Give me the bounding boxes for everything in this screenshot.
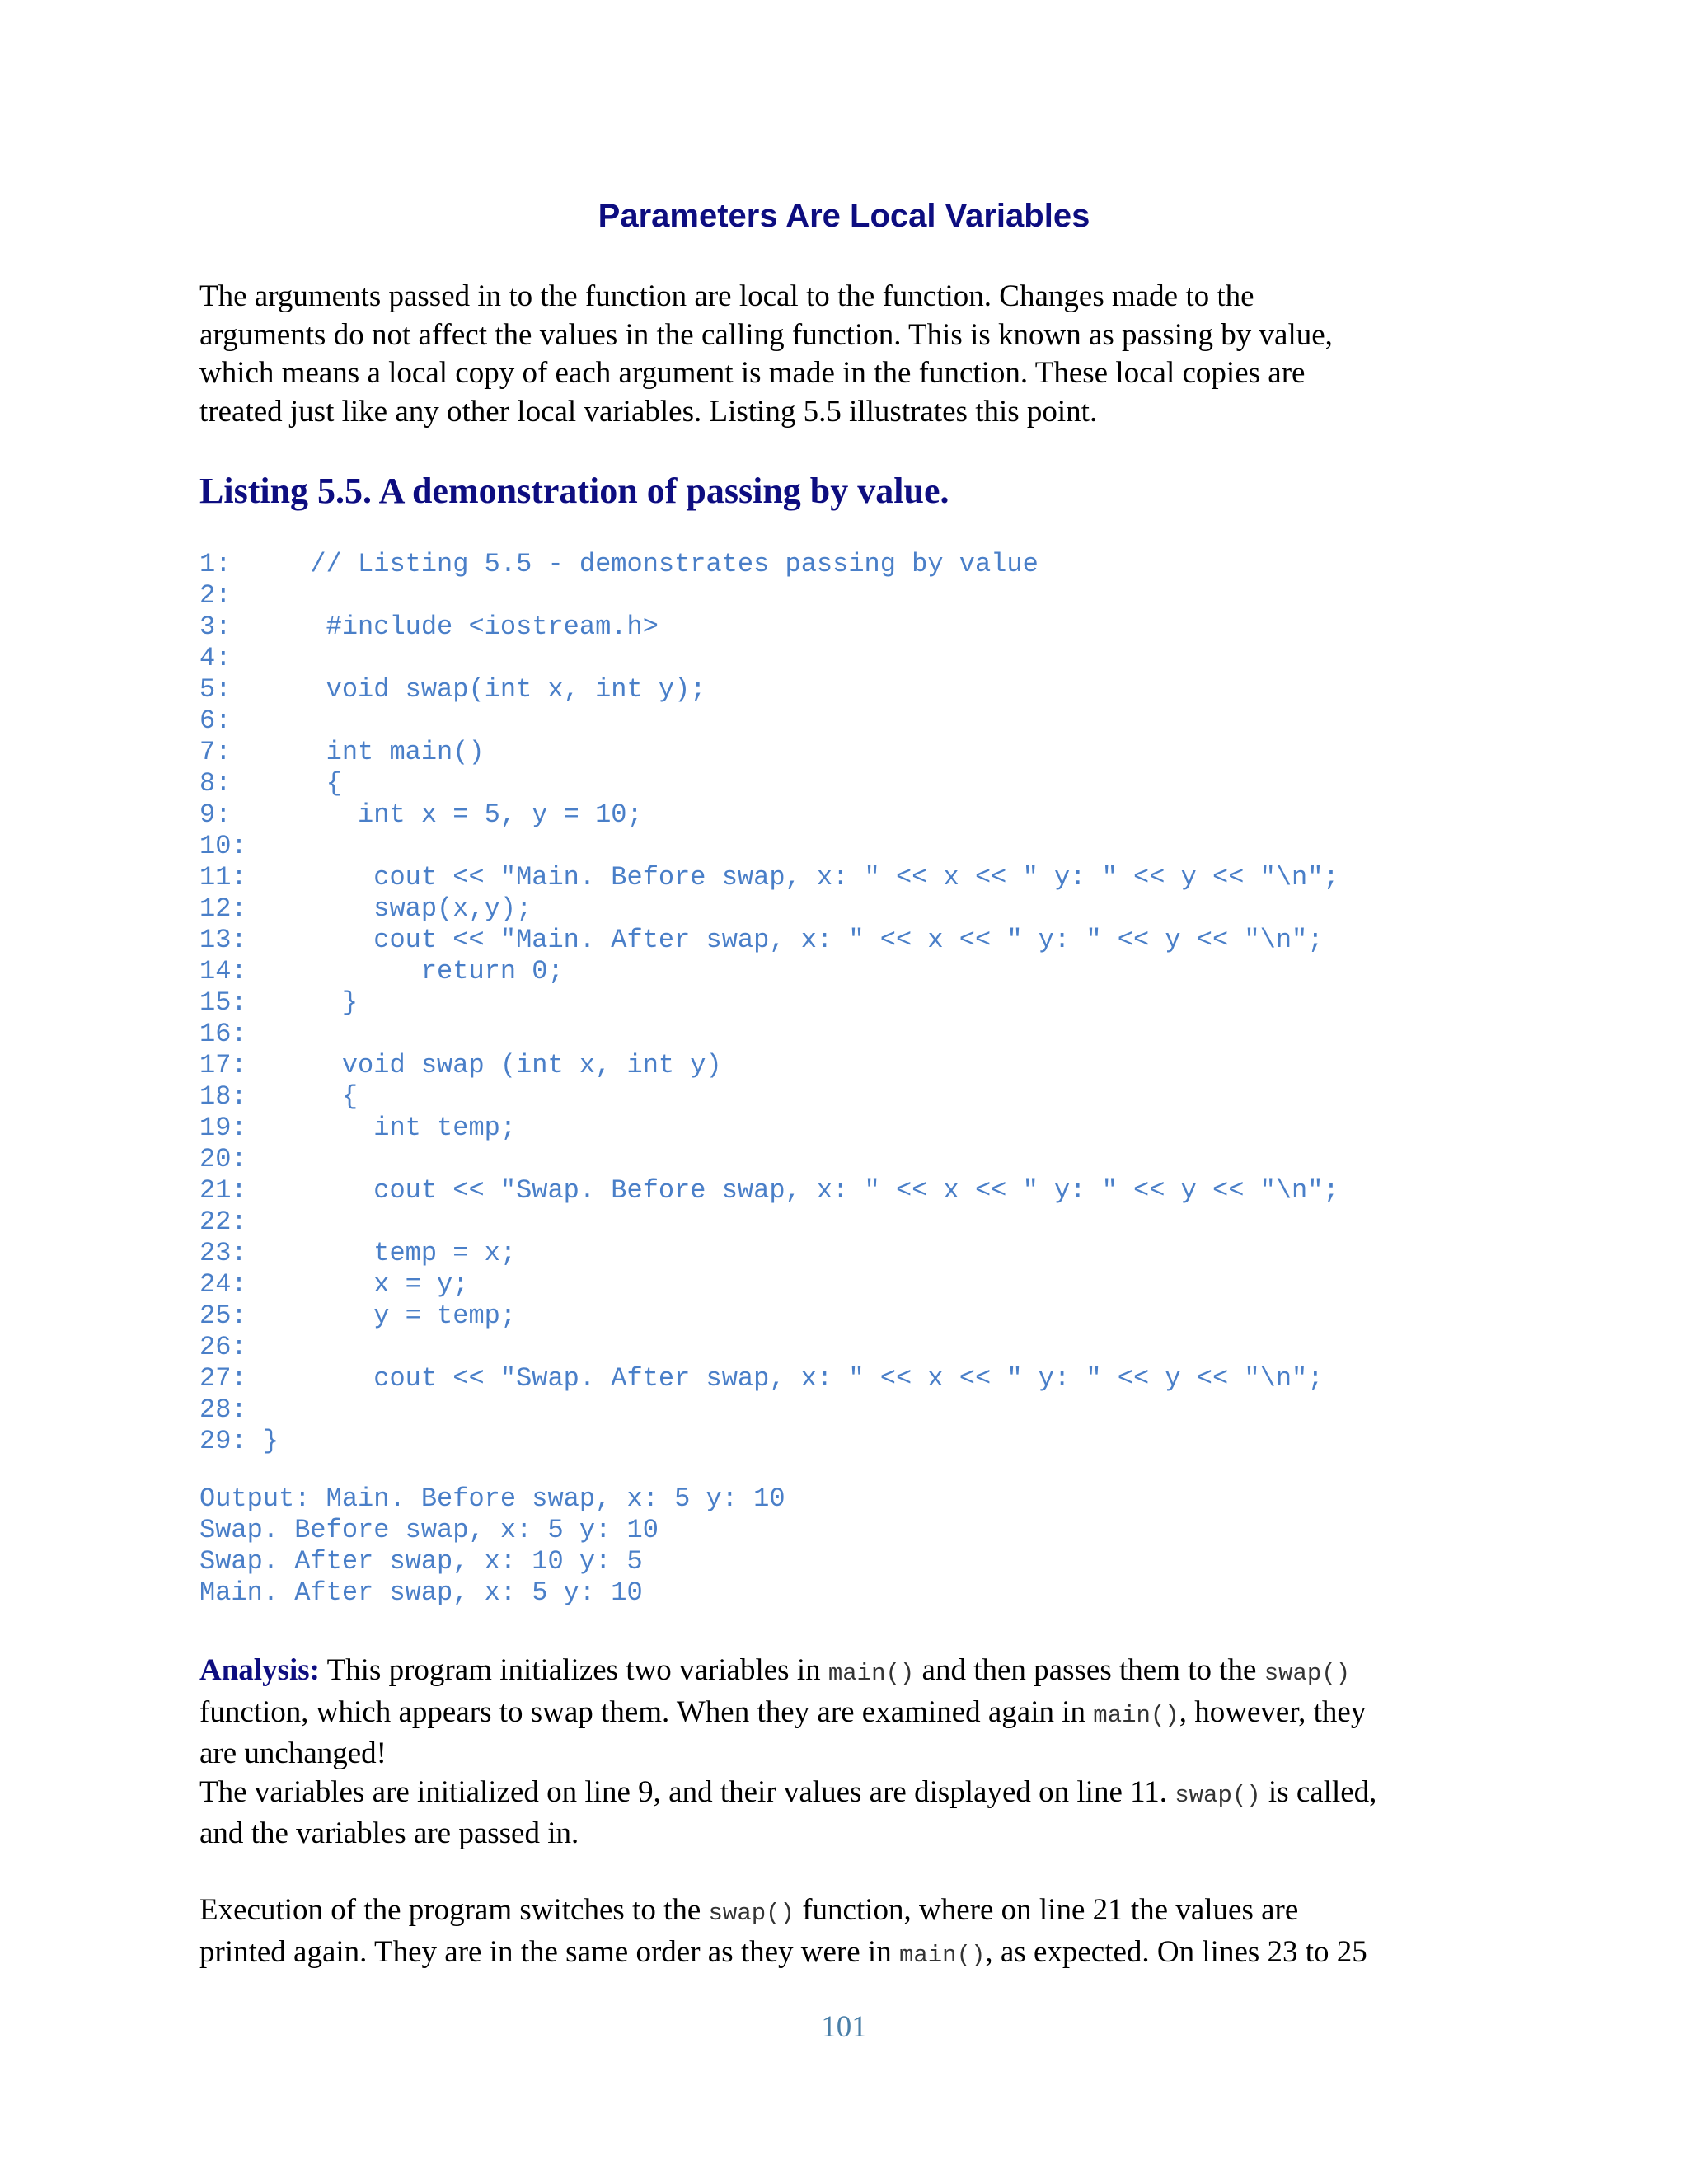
- code-line: [199, 737, 1339, 768]
- section-title: Parameters Are Local Variables: [598, 198, 1090, 234]
- line-number: 2:: [199, 580, 232, 611]
- output-line: Output: Main. Before swap, x: 5 y: 10: [199, 1483, 785, 1514]
- code-line: [199, 1050, 1339, 1081]
- code-text: return 0;: [246, 956, 564, 987]
- line-number: 13:: [199, 925, 247, 955]
- analysis-text: , however, they: [1179, 1694, 1367, 1729]
- line-number: 6:: [199, 705, 232, 736]
- code-line: [199, 1113, 1339, 1144]
- line-number: 18:: [199, 1081, 247, 1112]
- code-line: [199, 1081, 1339, 1113]
- analysis-line: [199, 1933, 1502, 1975]
- code-line: [199, 987, 1339, 1019]
- analysis-text: function, where on line 21 the values are: [794, 1893, 1299, 1927]
- page-number: 101: [821, 2010, 867, 2044]
- code-text: cout << "Main. After swap, x: " << x << " y: " << y << "\n";: [246, 925, 1324, 955]
- analysis-text: function, which appears to swap them. When they are examined again in: [199, 1694, 1094, 1729]
- intro-line: The arguments passed in to the function are local to the function. Changes made to the: [199, 279, 1254, 313]
- inline-code: swap(): [708, 1900, 795, 1927]
- code-line: [199, 1301, 1339, 1332]
- code-line: [199, 1238, 1339, 1269]
- line-number: 19:: [199, 1113, 247, 1143]
- line-number: 24:: [199, 1269, 247, 1300]
- line-number: 15:: [199, 987, 247, 1018]
- analysis-text: printed again. They are in the same order as they were in: [199, 1934, 899, 1969]
- code-text: }: [246, 1426, 279, 1456]
- code-line: [199, 1175, 1339, 1207]
- analysis-text: Execution of the program switches to the: [199, 1893, 709, 1927]
- line-number: 27:: [199, 1363, 247, 1394]
- line-number: 8:: [199, 768, 232, 799]
- line-number: 9:: [199, 799, 232, 830]
- analysis-text: This program initializes two variables in: [319, 1653, 828, 1687]
- line-number: 7:: [199, 737, 232, 767]
- code-line: [199, 1394, 1339, 1426]
- line-number: 22:: [199, 1207, 247, 1237]
- output-line: Main. After swap, x: 5 y: 10: [199, 1577, 643, 1608]
- code-line: [199, 612, 1339, 643]
- code-line: [199, 862, 1339, 893]
- code-line: [199, 549, 1339, 580]
- code-text: y = temp;: [246, 1301, 517, 1331]
- code-text: x = y;: [246, 1269, 469, 1300]
- inline-code: swap(): [1264, 1660, 1351, 1687]
- intro-line: arguments do not affect the values in the calling function. This is known as passing by value,: [199, 317, 1333, 352]
- code-text: void swap (int x, int y): [246, 1050, 722, 1080]
- line-number: 3:: [199, 612, 232, 642]
- analysis-line: [199, 1774, 1502, 1816]
- code-line: [199, 1426, 1339, 1457]
- line-number: 21:: [199, 1175, 247, 1206]
- paragraph-gap: [199, 1854, 1502, 1892]
- analysis-line: [199, 1694, 1502, 1736]
- code-text: void swap(int x, int y);: [231, 674, 706, 705]
- code-text: }: [246, 987, 359, 1018]
- analysis-text: , as expected. On lines 23 to 25: [985, 1934, 1367, 1969]
- inline-code: main(): [898, 1941, 986, 1969]
- code-text: int temp;: [246, 1113, 517, 1143]
- code-text: int x = 5, y = 10;: [231, 799, 643, 830]
- line-number: 28:: [199, 1394, 247, 1425]
- analysis-section: [199, 1652, 1502, 1975]
- output-line: Swap. After swap, x: 10 y: 5: [199, 1546, 643, 1577]
- code-text: {: [246, 1081, 359, 1112]
- code-line: [199, 768, 1339, 799]
- line-number: 29:: [199, 1426, 247, 1456]
- code-line: [199, 580, 1339, 612]
- code-text: temp = x;: [246, 1238, 517, 1268]
- code-line: [199, 674, 1339, 705]
- analysis-text: and then passes them to the: [914, 1653, 1264, 1687]
- code-line: [199, 799, 1339, 831]
- code-text: // Listing 5.5 - demonstrates passing by value: [231, 549, 1039, 579]
- code-line: [199, 1207, 1339, 1238]
- code-text: int main(): [231, 737, 485, 767]
- code-line: [199, 705, 1339, 737]
- inline-code: main(): [1093, 1701, 1179, 1729]
- code-text: {: [231, 768, 342, 799]
- code-line: [199, 1269, 1339, 1301]
- analysis-line: [199, 1652, 1502, 1694]
- line-number: 17:: [199, 1050, 247, 1080]
- code-listing: [199, 549, 1339, 1457]
- analysis-text: is called,: [1260, 1774, 1377, 1809]
- line-number: 23:: [199, 1238, 247, 1268]
- program-output: [199, 1483, 785, 1609]
- line-number: 14:: [199, 956, 247, 987]
- listing-title: Listing 5.5. A demonstration of passing by value.: [199, 471, 950, 511]
- code-line: [199, 893, 1339, 925]
- code-text: #include <iostream.h>: [231, 612, 659, 642]
- line-number: 16:: [199, 1019, 247, 1049]
- analysis-label: Analysis:: [199, 1653, 320, 1687]
- inline-code: main(): [828, 1660, 915, 1687]
- code-line: [199, 925, 1339, 956]
- intro-line: treated just like any other local variables. Listing 5.5 illustrates this point.: [199, 394, 1098, 429]
- line-number: 12:: [199, 893, 247, 924]
- analysis-line: are unchanged!: [199, 1736, 387, 1770]
- line-number: 20:: [199, 1144, 247, 1174]
- code-text: cout << "Swap. After swap, x: " << x << " y: " << y << "\n";: [246, 1363, 1324, 1394]
- intro-line: which means a local copy of each argument is made in the function. These local copies are: [199, 356, 1306, 390]
- code-line: [199, 1144, 1339, 1175]
- line-number: 11:: [199, 862, 247, 893]
- code-line: [199, 1019, 1339, 1050]
- analysis-text: The variables are initialized on line 9, and their values are displayed on line 11.: [199, 1774, 1175, 1809]
- code-line: [199, 1332, 1339, 1363]
- code-line: [199, 956, 1339, 987]
- intro-paragraph: [199, 278, 1485, 431]
- output-line: Swap. Before swap, x: 5 y: 10: [199, 1515, 659, 1545]
- code-line: [199, 1363, 1339, 1394]
- code-line: [199, 831, 1339, 862]
- code-text: cout << "Main. Before swap, x: " << x << " y: " << y << "\n";: [246, 862, 1339, 893]
- code-text: cout << "Swap. Before swap, x: " << x << " y: " << y << "\n";: [246, 1175, 1339, 1206]
- analysis-line: and the variables are passed in.: [199, 1816, 579, 1850]
- line-number: 5:: [199, 674, 232, 705]
- code-line: [199, 643, 1339, 674]
- line-number: 1:: [199, 549, 232, 579]
- line-number: 10:: [199, 831, 247, 861]
- line-number: 26:: [199, 1332, 247, 1362]
- code-text: swap(x,y);: [246, 893, 532, 924]
- inline-code: swap(): [1175, 1781, 1261, 1809]
- analysis-line: [199, 1891, 1502, 1933]
- line-number: 4:: [199, 643, 232, 673]
- line-number: 25:: [199, 1301, 247, 1331]
